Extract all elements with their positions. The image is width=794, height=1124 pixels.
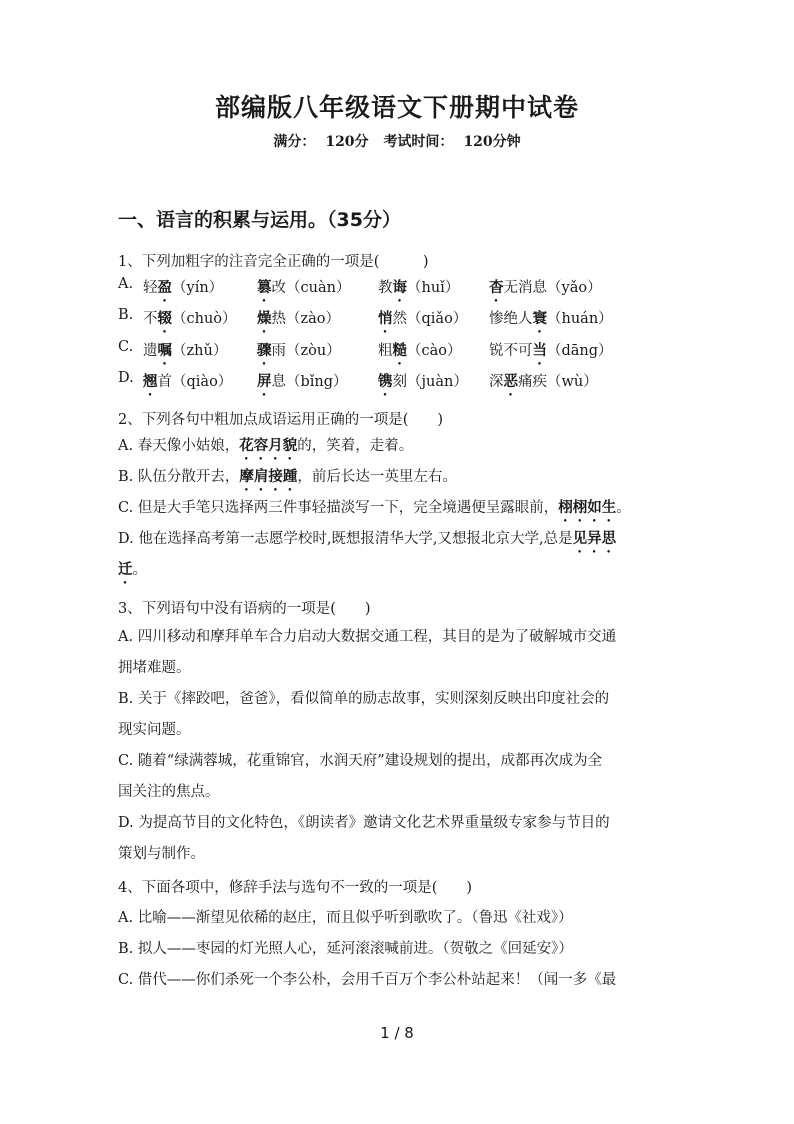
q2-option-b: B. 队伍分散开去，摩肩接踵，前后长达一英里左右。 — [118, 468, 457, 485]
q2-stem: 2、下列各句中粗加点成语运用正确的一项是( ) — [118, 412, 444, 428]
q3-option-a: A. 四川移动和摩拜单车合力启动大数据交通工程，其目的是为了破解城市交通 — [118, 629, 617, 645]
q3-option-b: B. 关于《摔跤吧，爸爸》，看似简单的励志故事，实则深刻反映出印度社会的 — [118, 691, 610, 707]
q3-option-d-cont: 策划与制作。 — [118, 846, 205, 862]
q1-option-label: B. — [118, 307, 134, 323]
q2-option-c: C. 但是大手笔只选择两三件事轻描淡写一下，完全境遇便呈露眼前，栩栩如生。 — [118, 499, 631, 516]
q1-option-item: 悄然（qiǎo） — [378, 310, 468, 327]
q1-option-label: C. — [118, 339, 134, 355]
q1-option-item: 不辍（chuò） — [143, 310, 237, 327]
full-score-label: 满分： — [273, 134, 316, 150]
q4-stem: 4、下面各项中，修辞手法与选句不一致的一项是( ) — [118, 880, 473, 896]
q1-option-label: D. — [118, 370, 134, 386]
q2-option-d-cont: 迁。 — [118, 561, 147, 578]
q1-option-item: 深恶痛疾（wù） — [489, 373, 598, 390]
section-heading: 一、语言的积累与运用。（35分） — [118, 209, 401, 231]
q4-option-a: A. 比喻——渐望见依稀的赵庄，而且似乎听到歌吹了。（鲁迅《社戏》） — [118, 910, 573, 926]
q1-option-item: 屏息（bǐng） — [257, 373, 348, 390]
q1-option-item: 杳无消息（yǎo） — [489, 279, 602, 296]
time-label: 考试时间： — [383, 134, 454, 150]
q1-option-item: 教诲（huǐ） — [378, 279, 460, 296]
full-score-value: 120分 — [325, 134, 369, 150]
q3-option-c: C. 随着“绿满蓉城，花重锦官，水润天府”建设规划的提出，成都再次成为全 — [118, 753, 603, 769]
q2-d-idiom: 见异思 — [572, 530, 617, 547]
q3-option-d: D. 为提高节目的文化特色，《朗读者》邀请文化艺术界重量级专家参与节目的 — [118, 815, 610, 831]
q1-option-item: 翘首（qiào） — [143, 373, 233, 390]
time-value: 120分钟 — [463, 134, 521, 150]
q1-option-item: 锐不可当（dāng） — [489, 342, 613, 359]
q1-option-item: 轻盈（yín） — [143, 279, 224, 296]
q1-option-item: 燥热（zào） — [257, 310, 341, 327]
q1-option-item: 惨绝人寰（huán） — [489, 310, 613, 327]
q2-option-a: A. 春天像小姑娘，花容月貌的，笑着，走着。 — [118, 437, 414, 454]
q1-option-item: 粗糙（cào） — [378, 342, 462, 359]
q3-stem: 3、下列语句中没有语病的一项是( ) — [118, 601, 371, 617]
q1-stem: 1、下列加粗字的注音完全正确的一项是( ) — [118, 254, 429, 270]
q2-b-idiom: 摩肩接踵 — [239, 468, 298, 485]
q1-option-label: A. — [118, 276, 134, 292]
q2-option-d: D. 他在选择高考第一志愿学校时,既想报清华大学,又想报北京大学,总是见异思 — [118, 530, 617, 547]
page-number: 1 / 8 — [380, 1024, 414, 1042]
exam-info — [0, 131, 794, 151]
q2-a-idiom: 花容月貌 — [239, 437, 298, 454]
page-title: 部编版八年级语文下册期中试卷 — [214, 93, 579, 122]
q2-c-idiom: 栩栩如生 — [558, 499, 617, 516]
q1-option-item: 遗嘱（zhǔ） — [143, 342, 228, 359]
q4-option-b: B. 拟人——枣园的灯光照人心，延河滚滚喊前进。（贺敬之《回延安》） — [118, 941, 573, 957]
q3-option-a-cont: 拥堵难题。 — [118, 660, 191, 676]
q1-option-item: 镌刻（juàn） — [378, 373, 468, 390]
q3-option-b-cont: 现实问题。 — [118, 722, 191, 738]
q1-option-item: 骤雨（zòu） — [257, 342, 341, 359]
q3-option-c-cont: 国关注的焦点。 — [118, 784, 220, 800]
q4-option-c: C. 借代——你们杀死一个李公朴，会用千百万个李公朴站起来！（闻一多《最 — [118, 972, 617, 988]
q1-option-item: 篡改（cuàn） — [257, 279, 351, 296]
